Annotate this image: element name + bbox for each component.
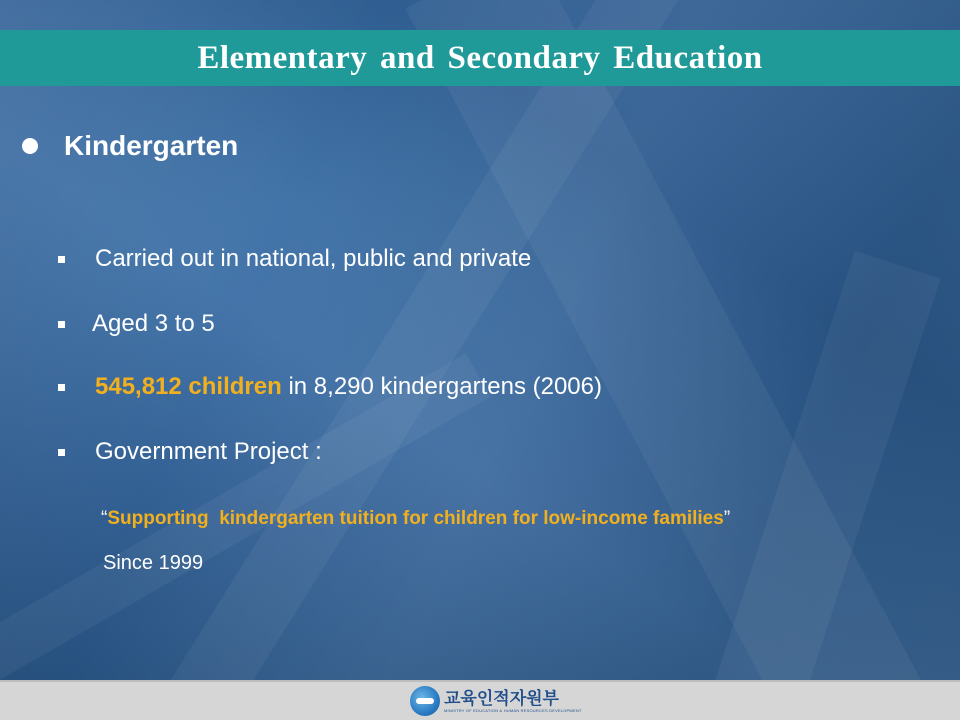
since-year: Since 1999 [103, 552, 204, 574]
section-heading: Kindergarten [64, 130, 239, 161]
logo-text-block [444, 690, 582, 713]
open-quote-mark: “ [101, 508, 108, 529]
square-bullet-icon [58, 449, 65, 456]
children-count-highlight: 545,812 children [95, 373, 282, 400]
bullet-item [58, 438, 322, 466]
ministry-logo-icon [410, 686, 440, 716]
logo-subtitle: MINISTRY OF EDUCATION & HUMAN RESOURCES DEVELOPMENT [444, 707, 582, 713]
square-bullet-icon [58, 256, 65, 263]
bullet-text: Aged 3 to 5 [92, 310, 215, 337]
project-quote-text: Supporting kindergarten tuition for children for low-income families [107, 508, 724, 529]
bullet-text: Carried out in national, public and private [95, 245, 532, 272]
bullet-item [58, 245, 531, 273]
bullet-item [58, 310, 215, 338]
ministry-logo [410, 684, 582, 718]
square-bullet-icon [58, 384, 65, 391]
close-quote-mark: ” [723, 508, 731, 529]
logo-title: 교육인적자원부 [444, 688, 559, 708]
bullet-dot-icon [22, 138, 38, 154]
slide-title: Elementary and Secondary Education [197, 39, 763, 76]
bullet-text: in 8,290 kindergartens (2006) [281, 373, 602, 400]
bullet-text: Government Project : [95, 438, 322, 465]
heading-row [22, 130, 238, 162]
square-bullet-icon [58, 321, 65, 328]
project-quote [101, 508, 730, 530]
title-bar [0, 30, 960, 86]
bullet-item [58, 373, 602, 401]
